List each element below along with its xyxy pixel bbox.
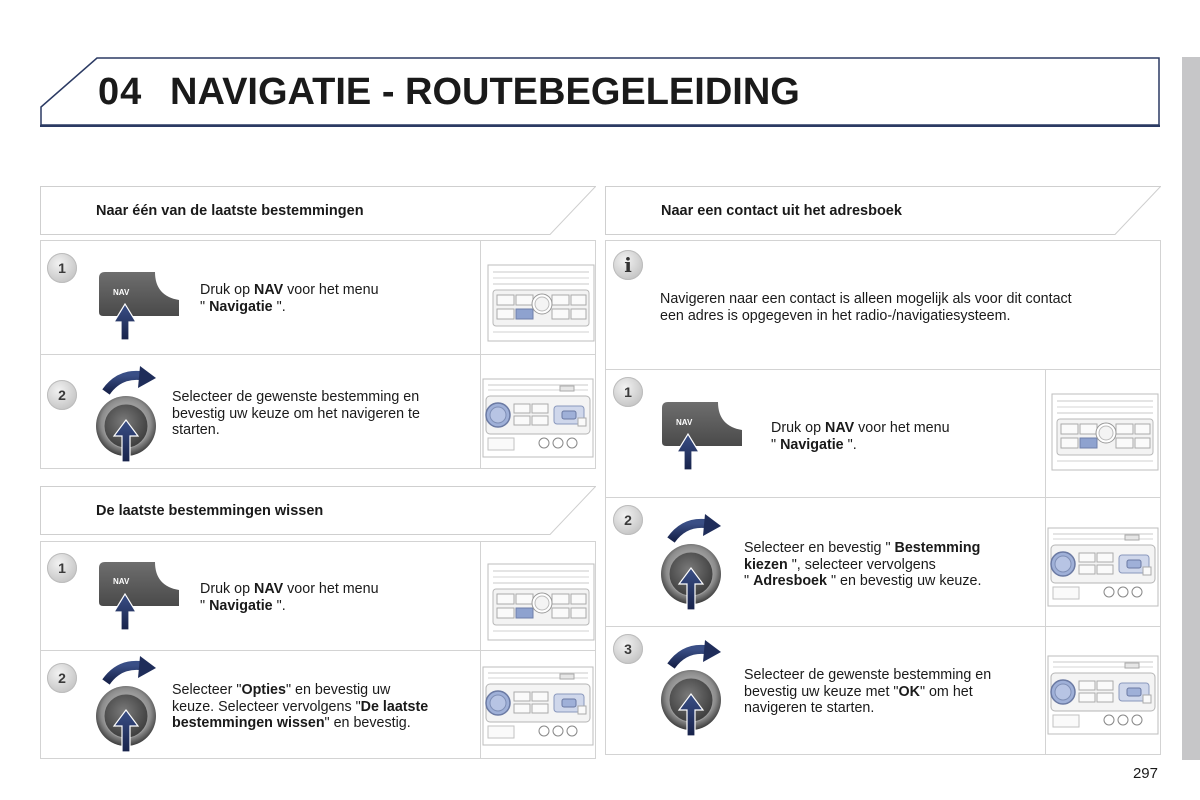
step-badge: 2 xyxy=(613,505,643,535)
nav-key-icon xyxy=(95,560,179,630)
section-header-address-book xyxy=(605,186,1161,235)
step-badge: 2 xyxy=(47,663,77,693)
row-divider xyxy=(40,650,596,651)
step-badge: 2 xyxy=(47,380,77,410)
column-divider xyxy=(480,541,481,759)
radio-panel-knob-thumbnail xyxy=(482,378,594,458)
section-title: De laatste bestemmingen wissen xyxy=(96,503,324,519)
row-divider xyxy=(605,626,1161,627)
section-header-clear-destinations xyxy=(40,486,596,535)
radio-panel-nav-thumbnail xyxy=(487,264,595,342)
radio-panel-nav-thumbnail xyxy=(487,563,595,641)
side-thumb-tab xyxy=(1182,57,1200,760)
step-text: Selecteer de gewenste bestemming en bevestig uw keuze om het navigeren te starten. xyxy=(172,389,420,438)
section-header-recent-destinations xyxy=(40,186,596,235)
step-text: Druk op NAV voor het menu " Navigatie ". xyxy=(200,282,379,315)
step-badge: 1 xyxy=(47,253,77,283)
chapter-header xyxy=(40,57,1160,127)
nav-key-icon xyxy=(95,270,179,340)
nav-key-label: NAV xyxy=(113,288,130,297)
rotary-knob-icon xyxy=(94,656,158,752)
nav-key-label: NAV xyxy=(676,418,693,427)
nav-key-icon xyxy=(658,400,742,470)
chapter-number: 04 xyxy=(98,71,143,113)
page-number: 297 xyxy=(1132,765,1158,782)
radio-panel-knob-thumbnail xyxy=(1047,527,1159,607)
info-text: Navigeren naar een contact is alleen mogelijk als voor dit contact een adres is opgegeven in het radio-/navigatiesysteem. xyxy=(660,291,1072,324)
step-badge: 1 xyxy=(613,377,643,407)
step-text: Selecteer "Opties" en bevestig uw keuze. Selecteer vervolgens "De laatste bestemmingen wissen" en bevestig. xyxy=(172,682,429,731)
nav-key-label: NAV xyxy=(113,577,130,586)
radio-panel-knob-thumbnail xyxy=(482,666,594,746)
step-text: Druk op NAV voor het menu " Navigatie ". xyxy=(771,420,950,453)
rotary-knob-icon xyxy=(659,514,723,610)
column-divider xyxy=(1045,369,1046,755)
section-title: Naar één van de laatste bestemmingen xyxy=(96,203,364,219)
step-badge: 1 xyxy=(47,553,77,583)
rotary-knob-icon xyxy=(94,366,158,462)
row-divider xyxy=(40,354,596,355)
row-divider xyxy=(605,497,1161,498)
row-divider xyxy=(605,369,1161,370)
chapter-title: NAVIGATIE - ROUTEBEGELEIDING xyxy=(170,71,800,113)
step-text: Druk op NAV voor het menu " Navigatie ". xyxy=(200,581,379,614)
column-divider xyxy=(480,240,481,469)
rotary-knob-icon xyxy=(659,640,723,736)
step-badge: 3 xyxy=(613,634,643,664)
radio-panel-knob-thumbnail xyxy=(1047,655,1159,735)
section-title: Naar een contact uit het adresboek xyxy=(661,203,902,219)
info-icon: i xyxy=(613,250,643,280)
step-text: Selecteer de gewenste bestemming en bevestig uw keuze met "OK" om het navigeren te starten. xyxy=(744,667,992,716)
step-text: Selecteer en bevestig " Bestemming kiezen ", selecteer vervolgens " Adresboek " en bevestig uw keuze. xyxy=(744,540,982,589)
radio-panel-nav-thumbnail xyxy=(1051,393,1159,471)
